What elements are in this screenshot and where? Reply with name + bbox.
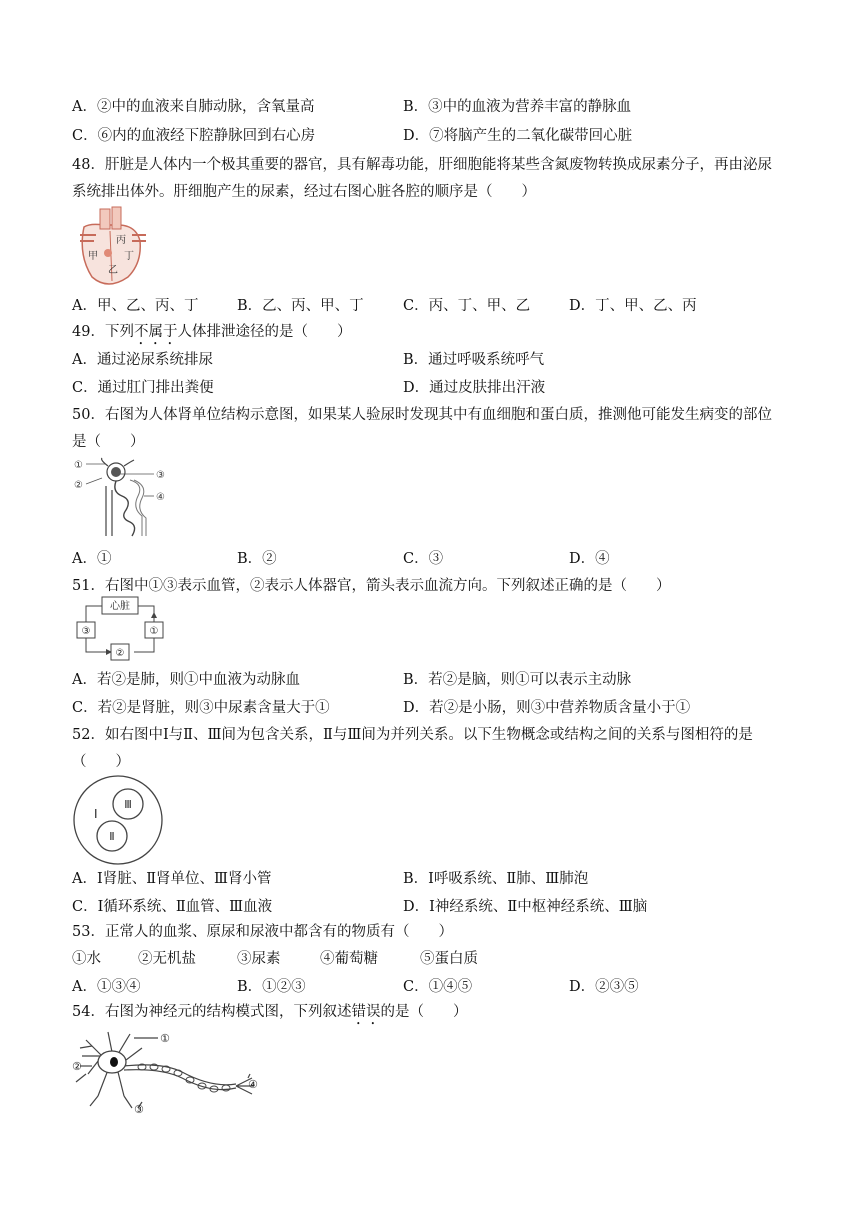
q53-option-d: D．②③⑤ bbox=[569, 979, 639, 995]
q48-option-a: A．甲、乙、丙、丁 bbox=[72, 298, 199, 314]
q47-option-b: B．③中的血液为营养丰富的静脉血 bbox=[403, 99, 632, 115]
circulation-diagram bbox=[72, 594, 172, 664]
q49-stem-emphasis: 不属于 bbox=[133, 324, 178, 340]
q52-stem-line1: 52．如右图中Ⅰ与Ⅱ、Ⅲ间为包含关系，Ⅱ与Ⅲ间为并列关系。以下生物概念或结构之间的关系与图相符的是 bbox=[72, 727, 753, 743]
venn-diagram bbox=[72, 774, 168, 866]
q50-option-b: B．② bbox=[237, 551, 277, 567]
q53-stem: 53．正常人的血浆、原尿和尿液中都含有的物质有（ ） bbox=[72, 924, 453, 940]
q49-option-a: A．通过泌尿系统排尿 bbox=[72, 352, 213, 368]
q51-stem: 51．右图中①③表示血管，②表示人体器官，箭头表示血流方向。下列叙述正确的是（ ） bbox=[72, 578, 671, 594]
venn-label-III: Ⅲ bbox=[124, 798, 132, 811]
q50-stem-line1: 50．右图为人体肾单位结构示意图，如果某人验尿时发现其中有血细胞和蛋白质，推测他可能发生病变的部位 bbox=[72, 407, 772, 423]
q53-item-4: ④葡萄糖 bbox=[320, 951, 378, 967]
organ-2-label: ② bbox=[115, 648, 125, 659]
q49-option-d: D．通过皮肤排出汗液 bbox=[403, 380, 546, 396]
nephron-label-4: ④ bbox=[156, 492, 165, 503]
q47-option-c: C．⑥内的血液经下腔静脉回到右心房 bbox=[72, 128, 316, 144]
q54-stem-a: 54．右图为神经元的结构模式图，下列叙述 bbox=[72, 1004, 352, 1020]
q48-stem-line1: 48．肝脏是人体内一个极其重要的器官，具有解毒功能，肝细胞能将某些含氮废物转换成尿素分子，再由泌尿 bbox=[72, 157, 772, 173]
q51-option-a: A．若②是肺，则①中血液为动脉血 bbox=[72, 672, 300, 688]
q51-option-b: B．若②是脑，则①可以表示主动脉 bbox=[403, 672, 632, 688]
q50-option-a: A．① bbox=[72, 551, 112, 567]
q49-stem-a: 49．下列 bbox=[72, 324, 134, 340]
heart-label-jia: 甲 bbox=[88, 251, 98, 262]
heart-box-label: 心脏 bbox=[110, 601, 130, 612]
q48-option-b: B．乙、丙、甲、丁 bbox=[237, 298, 364, 314]
heart-label-bing: 丙 bbox=[116, 235, 126, 246]
q53-option-c: C．①④⑤ bbox=[403, 979, 473, 995]
nephron-label-2: ② bbox=[74, 480, 83, 491]
q49-stem bbox=[72, 322, 351, 348]
q50-option-d: D．④ bbox=[569, 551, 610, 567]
q52-option-c: C．Ⅰ循环系统、Ⅱ血管、Ⅲ血液 bbox=[72, 899, 273, 915]
venn-label-II: Ⅱ bbox=[109, 830, 115, 843]
q54-stem-emphasis: 错误 bbox=[351, 1004, 381, 1020]
q51-option-c: C．若②是肾脏，则③中尿素含量大于① bbox=[72, 700, 330, 716]
neuron-label-3: ③ bbox=[134, 1103, 144, 1114]
q53-item-2: ②无机盐 bbox=[138, 951, 196, 967]
q48-option-d: D．丁、甲、乙、丙 bbox=[569, 298, 697, 314]
q50-stem-line2: 是（ ） bbox=[72, 434, 145, 450]
nephron-diagram bbox=[72, 456, 176, 540]
vessel-3-label: ③ bbox=[81, 626, 91, 637]
q52-option-b: B．Ⅰ呼吸系统、Ⅱ肺、Ⅲ肺泡 bbox=[403, 871, 589, 887]
q53-item-5: ⑤蛋白质 bbox=[420, 951, 478, 967]
heart-label-yi: 乙 bbox=[108, 265, 118, 276]
q49-option-b: B．通过呼吸系统呼气 bbox=[403, 352, 545, 368]
q49-option-c: C．通过肛门排出粪便 bbox=[72, 380, 214, 396]
heart-label-ding: 丁 bbox=[124, 251, 134, 262]
nephron-label-1: ① bbox=[74, 460, 83, 471]
neuron-diagram bbox=[72, 1026, 262, 1114]
nephron-label-3: ③ bbox=[156, 470, 165, 481]
q51-option-d: D．若②是小肠，则③中营养物质含量小于① bbox=[403, 700, 691, 716]
q48-option-c: C．丙、丁、甲、乙 bbox=[403, 298, 531, 314]
neuron-label-4: ④ bbox=[248, 1078, 258, 1091]
q53-option-a: A．①③④ bbox=[72, 979, 141, 995]
venn-label-I: Ⅰ bbox=[94, 807, 98, 821]
q53-option-b: B．①②③ bbox=[237, 979, 306, 995]
q52-option-a: A．Ⅰ肾脏、Ⅱ肾单位、Ⅲ肾小管 bbox=[72, 871, 272, 887]
q48-stem-line2: 系统排出体外。肝细胞产生的尿素，经过右图心脏各腔的顺序是（ ） bbox=[72, 184, 536, 200]
neuron-label-2: ② bbox=[72, 1060, 82, 1073]
q54-stem-c: 的是（ ） bbox=[380, 1004, 468, 1020]
q49-stem-c: 人体排泄途径的是（ ） bbox=[177, 324, 352, 340]
q52-option-d: D．Ⅰ神经系统、Ⅱ中枢神经系统、Ⅲ脑 bbox=[403, 899, 648, 915]
vessel-1-label: ① bbox=[149, 626, 159, 637]
q47-option-a: A．②中的血液来自肺动脉，含氧量高 bbox=[72, 99, 315, 115]
neuron-label-1: ① bbox=[160, 1032, 170, 1045]
q53-item-3: ③尿素 bbox=[237, 951, 281, 967]
q52-stem-line2: （ ） bbox=[72, 754, 130, 770]
q54-stem bbox=[72, 1002, 467, 1028]
q53-item-1: ①水 bbox=[72, 951, 101, 967]
q47-option-d: D．⑦将脑产生的二氧化碳带回心脏 bbox=[403, 128, 633, 144]
q50-option-c: C．③ bbox=[403, 551, 444, 567]
heart-diagram bbox=[72, 205, 162, 290]
